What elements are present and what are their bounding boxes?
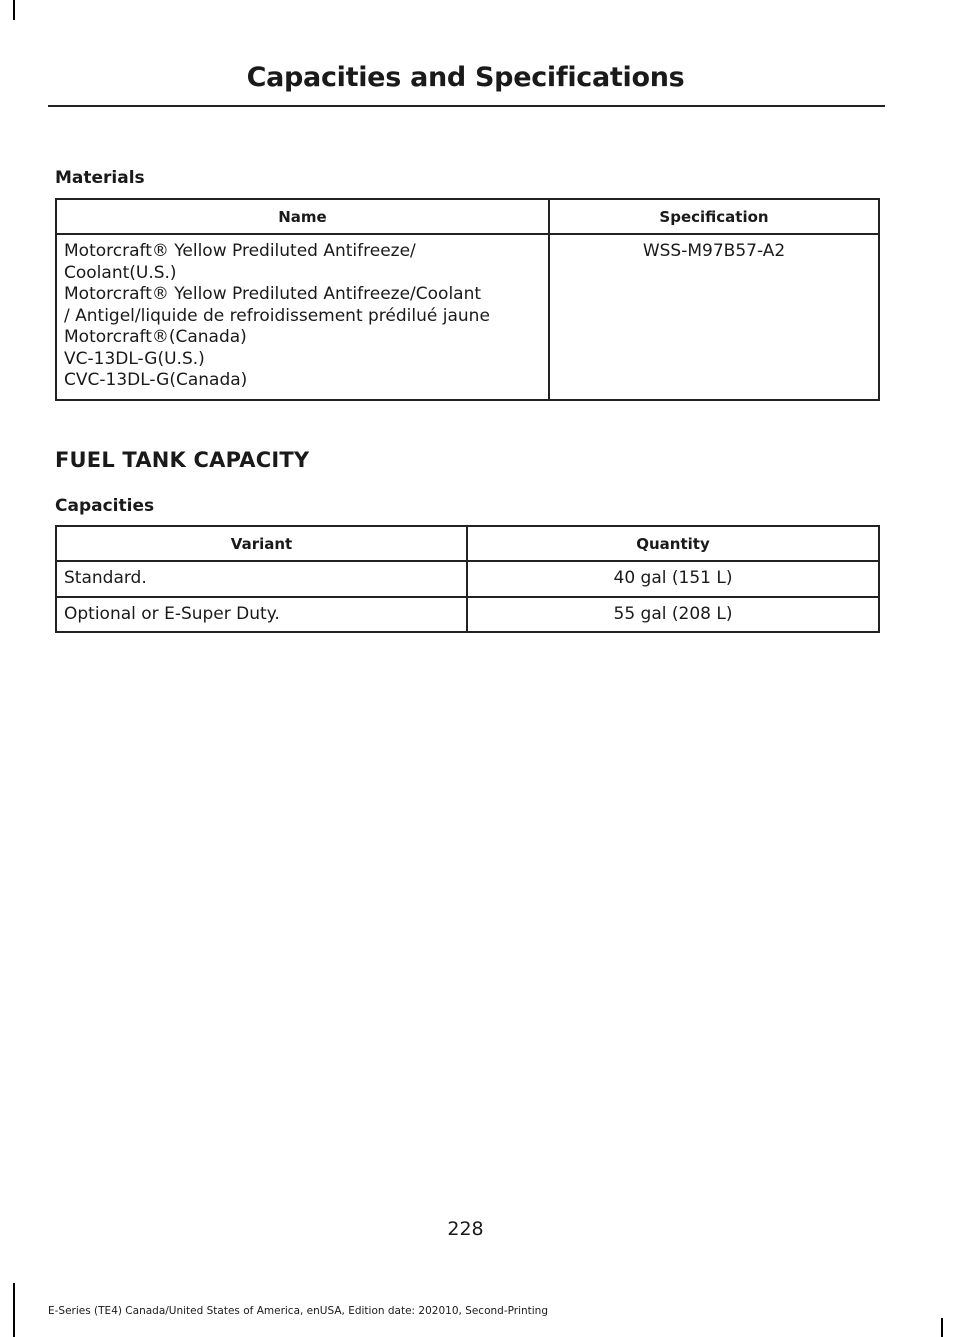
table-header-row <box>56 526 879 561</box>
column-header-name: Name <box>56 199 549 234</box>
table-row <box>56 561 879 597</box>
material-name-line: CVC-13DL-G(Canada) <box>64 370 248 390</box>
material-specification-cell: WSS-M97B57-A2 <box>549 234 879 400</box>
material-name-line: VC-13DL-G(U.S.) <box>64 348 205 369</box>
capacities-heading: Capacities <box>55 496 155 516</box>
column-header-variant: Variant <box>56 526 467 561</box>
table-row <box>56 234 879 400</box>
capacities-table <box>55 525 880 633</box>
material-name-line: Motorcraft®(Canada) <box>64 327 247 347</box>
section-title-fuel-tank-capacity: FUEL TANK CAPACITY <box>55 448 310 472</box>
column-header-quantity: Quantity <box>467 526 879 561</box>
crop-mark-bottom-right <box>941 1318 943 1337</box>
page-title: Capacities and Specifications <box>246 62 685 93</box>
material-name-line: Coolant(U.S.) <box>64 262 177 283</box>
crop-mark-bottom-left <box>13 1283 15 1337</box>
page-number: 228 <box>447 1218 484 1240</box>
material-name-line: Motorcraft® Yellow Prediluted Antifreeze/Coolant <box>64 284 482 304</box>
footer-edition-info: E-Series (TE4) Canada/United States of America, enUSA, Edition date: 202010, Second-Printing <box>48 1305 549 1317</box>
title-divider <box>48 105 885 107</box>
material-name-line: / Antigel/liquide de refroidissement prédilué jaune <box>64 305 490 326</box>
materials-table <box>55 198 880 401</box>
variant-cell: Optional or E-Super Duty. <box>56 597 467 633</box>
quantity-cell: 55 gal (208 L) <box>467 597 879 633</box>
materials-heading: Materials <box>55 168 145 188</box>
table-row <box>56 597 879 633</box>
material-name-line: Motorcraft® Yellow Prediluted Antifreeze/ <box>64 241 416 261</box>
table-header-row <box>56 199 879 234</box>
material-name-cell <box>56 234 549 400</box>
quantity-cell: 40 gal (151 L) <box>467 561 879 597</box>
crop-mark-top-left <box>13 0 15 20</box>
variant-cell: Standard. <box>56 561 467 597</box>
column-header-specification: Specification <box>549 199 879 234</box>
